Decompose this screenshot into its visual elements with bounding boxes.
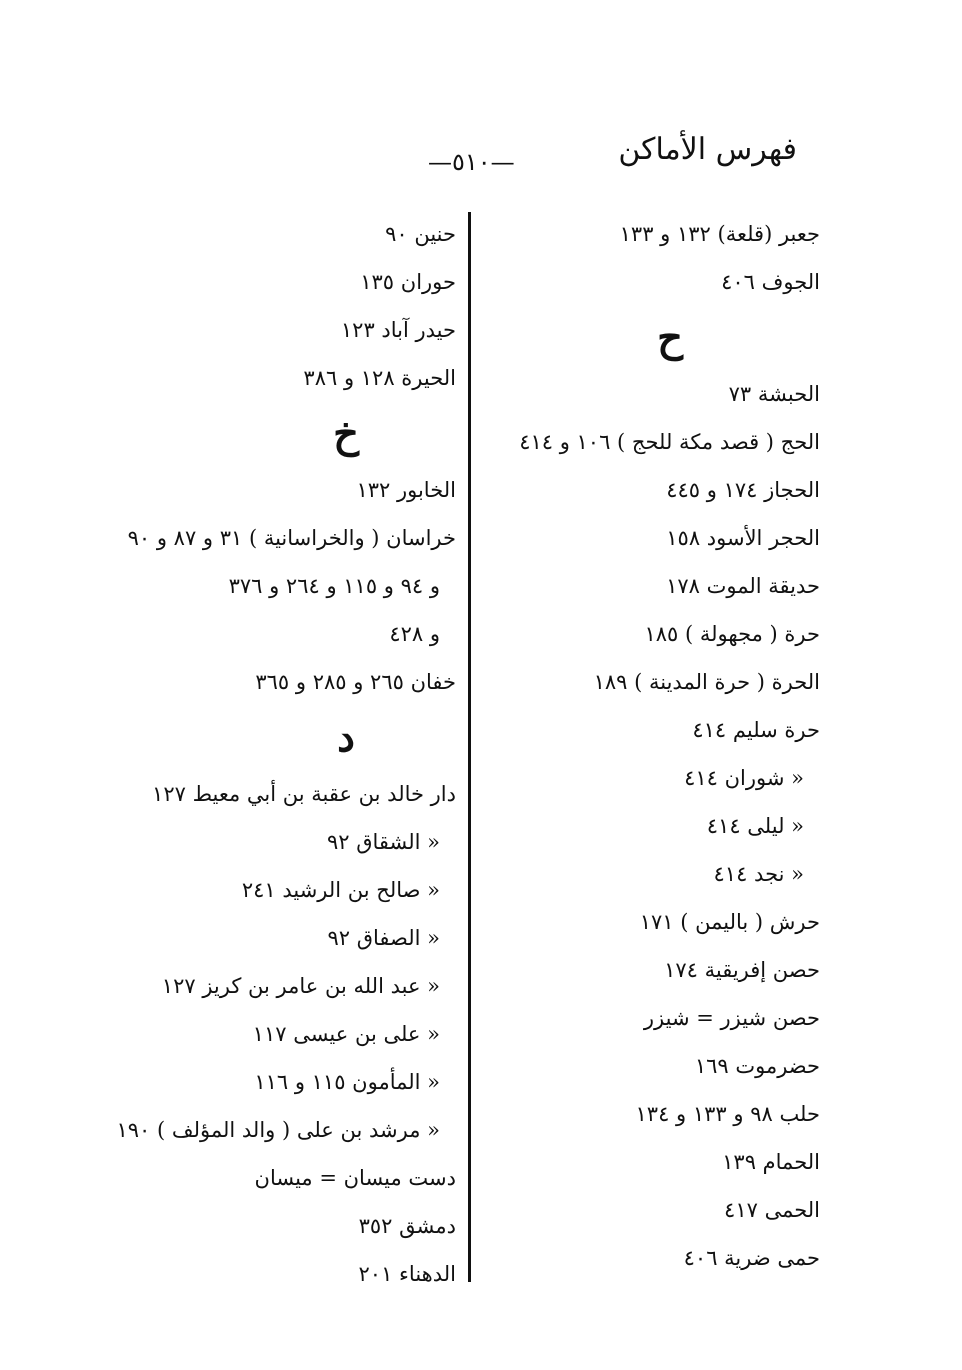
index-entry: « عبد الله بن عامر بن كريز ١٢٧	[161, 974, 440, 998]
index-entry: دست ميسان = ميسان	[254, 1166, 456, 1190]
index-entry: دمشق ٣٥٢	[358, 1214, 456, 1238]
index-entry: حديقة الموت ١٧٨	[666, 574, 820, 598]
right-column	[480, 210, 820, 1282]
index-entry: الخابور ١٣٢	[356, 478, 456, 502]
index-entry: حصن إفريقية ١٧٤	[664, 958, 820, 982]
index-entry: الحجر الأسود ١٥٨	[666, 526, 820, 550]
index-entry: « نجد ٤١٤	[713, 862, 804, 886]
index-entry: « المأمون ١١٥ و ١١٦	[254, 1070, 440, 1094]
index-entry: الحجاز ١٧٤ و ٤٤٥	[666, 478, 820, 502]
index-entry: « الشقاق ٩٢	[326, 830, 440, 854]
index-entry: « شوران ٤١٤	[684, 766, 804, 790]
index-entry: حيدر آباد ١٢٣	[340, 318, 456, 342]
index-entry: حمى ضرية ٤٠٦	[683, 1246, 820, 1270]
index-entry: خراسان ( والخراسانية ) ٣١ و ٨٧ و ٩٠	[127, 526, 456, 550]
index-entry: الحج ( قصد مكة للحج ) ١٠٦ و ٤١٤	[519, 430, 820, 454]
index-entry: حرة سليم ٤١٤	[692, 718, 820, 742]
index-entry: حصن شيزر = شيزر	[643, 1006, 820, 1030]
index-entry: الحيرة ١٢٨ و ٣٨٦	[303, 366, 456, 390]
index-entry: خفان ٢٦٥ و ٢٨٥ و ٣٦٥	[255, 670, 456, 694]
index-entry: حلب ٩٨ و ١٣٣ و ١٣٤	[635, 1102, 820, 1126]
index-entry: الجوف ٤٠٦	[721, 270, 820, 294]
index-entry: و ٩٤ و ١١٥ و ٢٦٤ و ٣٧٦	[228, 574, 440, 598]
index-entry: الدهناء ٢٠١	[358, 1262, 456, 1286]
index-entry: و ٤٢٨	[389, 622, 440, 646]
left-column	[116, 210, 456, 1298]
index-entry: « على بن عيسى ١١٧	[252, 1022, 440, 1046]
index-entry: حوران ١٣٥	[360, 270, 456, 294]
index-entry: حرش ( باليمن ) ١٧١	[639, 910, 820, 934]
index-entry: دار خالد بن عقبة بن أبي معيط ١٢٧	[152, 782, 456, 806]
section-letter-kha: خ	[333, 410, 359, 457]
section-letter-dal: د	[337, 714, 355, 761]
index-entry: الحمام ١٣٩	[722, 1150, 820, 1174]
index-entry: حضرموت ١٦٩	[694, 1054, 820, 1078]
index-entry: الحبشة ٧٣	[728, 382, 820, 406]
section-letter-ha: ح	[657, 314, 683, 361]
index-entry: « صالح بن الرشيد ٢٤١	[241, 878, 440, 902]
index-entry: « الصفاق ٩٢	[327, 926, 440, 950]
index-entry: الحمى ٤١٧	[724, 1198, 820, 1222]
index-entry: الحرة ( حرة المدينة ) ١٨٩	[593, 670, 820, 694]
index-entry: جعبر (قلعة) ١٣٢ و ١٣٣	[619, 222, 820, 246]
index-entry: « مرشد بن على ( والد المؤلف ) ١٩٠	[116, 1118, 440, 1142]
index-entry: « ليلى ٤١٤	[706, 814, 804, 838]
page-title: فهرس الأماكن	[618, 132, 797, 167]
index-entry: حرة ( مجهولة ) ١٨٥	[644, 622, 820, 646]
column-divider	[468, 212, 471, 1282]
index-entry: حنين ٩٠	[385, 222, 456, 246]
page-number: —٥١٠—	[428, 148, 515, 176]
